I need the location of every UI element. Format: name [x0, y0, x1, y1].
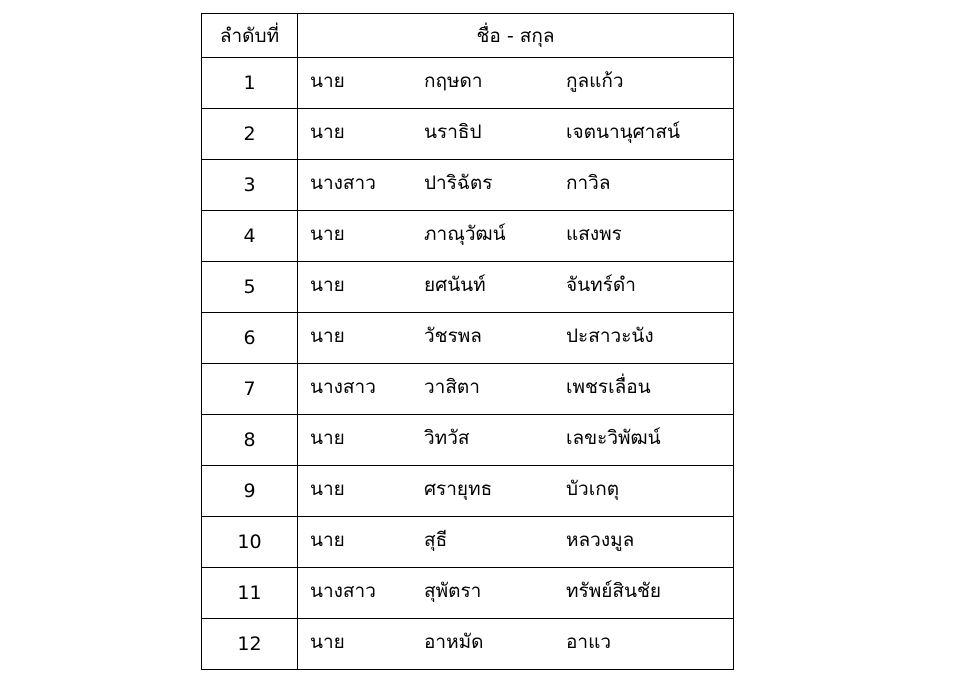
row-full-name-cell: [298, 619, 734, 670]
row-full-name-cell: [298, 211, 734, 262]
table-body: [202, 58, 734, 670]
row-full-name-cell: [298, 568, 734, 619]
first-name: ศรายุทธ: [424, 478, 493, 501]
row-sequence-number: 9: [202, 466, 298, 517]
table-header-row: [202, 14, 734, 58]
name-title: นาย: [310, 121, 345, 144]
last-name: ปะสาวะนัง: [566, 325, 654, 348]
row-sequence-number: 5: [202, 262, 298, 313]
last-name: กาวิล: [566, 172, 611, 195]
first-name: ภาณุวัฒน์: [424, 223, 506, 246]
first-name: นราธิป: [424, 121, 482, 144]
first-name: อาหมัด: [424, 631, 484, 654]
row-sequence-number: 7: [202, 364, 298, 415]
first-name: วาสิตา: [424, 376, 480, 399]
first-name: วิทวัส: [424, 427, 470, 450]
row-full-name-cell: [298, 364, 734, 415]
table-row: [202, 466, 734, 517]
row-sequence-number: 2: [202, 109, 298, 160]
row-full-name-cell: [298, 517, 734, 568]
header-full-name: ชื่อ - สกุล: [298, 14, 734, 58]
row-full-name-cell: [298, 313, 734, 364]
first-name: ปาริฉัตร: [424, 172, 493, 195]
name-title: นาย: [310, 529, 345, 552]
row-sequence-number: 1: [202, 58, 298, 109]
last-name: เจตนานุศาสน์: [566, 121, 680, 144]
row-full-name-cell: [298, 58, 734, 109]
last-name: อาแว: [566, 631, 611, 654]
table-row: [202, 109, 734, 160]
table-row: [202, 415, 734, 466]
row-sequence-number: 3: [202, 160, 298, 211]
table-row: [202, 619, 734, 670]
name-title: นาย: [310, 478, 345, 501]
last-name: จันทร์ดำ: [566, 274, 636, 297]
name-title: นาย: [310, 631, 345, 654]
last-name: หลวงมูล: [566, 529, 635, 552]
table-row: [202, 262, 734, 313]
name-title: นางสาว: [310, 172, 376, 195]
row-sequence-number: 8: [202, 415, 298, 466]
table-row: [202, 313, 734, 364]
name-title: นางสาว: [310, 376, 376, 399]
first-name: วัชรพล: [424, 325, 482, 348]
row-full-name-cell: [298, 262, 734, 313]
table-row: [202, 58, 734, 109]
last-name: แสงพร: [566, 223, 622, 246]
row-full-name-cell: [298, 160, 734, 211]
table-row: [202, 517, 734, 568]
row-sequence-number: 10: [202, 517, 298, 568]
name-title: นาย: [310, 223, 345, 246]
last-name: เพชรเลื่อน: [566, 376, 651, 399]
first-name: กฤษดา: [424, 70, 483, 93]
name-roster-table: [201, 13, 734, 670]
row-full-name-cell: [298, 415, 734, 466]
table-row: [202, 568, 734, 619]
first-name: ยศนันท์: [424, 274, 486, 297]
row-sequence-number: 4: [202, 211, 298, 262]
row-full-name-cell: [298, 466, 734, 517]
name-title: นาย: [310, 427, 345, 450]
table-row: [202, 211, 734, 262]
name-title: นาย: [310, 70, 345, 93]
first-name: สุธี: [424, 529, 448, 552]
row-sequence-number: 12: [202, 619, 298, 670]
last-name: กูลแก้ว: [566, 70, 624, 93]
row-full-name-cell: [298, 109, 734, 160]
row-sequence-number: 6: [202, 313, 298, 364]
first-name: สุพัตรา: [424, 580, 482, 603]
row-sequence-number: 11: [202, 568, 298, 619]
name-title: นางสาว: [310, 580, 376, 603]
last-name: ทรัพย์สินชัย: [566, 580, 661, 603]
name-title: นาย: [310, 274, 345, 297]
table-row: [202, 160, 734, 211]
table-row: [202, 364, 734, 415]
header-sequence-number: ลำดับที่: [202, 14, 298, 58]
name-title: นาย: [310, 325, 345, 348]
last-name: เลขะวิพัฒน์: [566, 427, 661, 450]
last-name: บัวเกตุ: [566, 478, 620, 501]
